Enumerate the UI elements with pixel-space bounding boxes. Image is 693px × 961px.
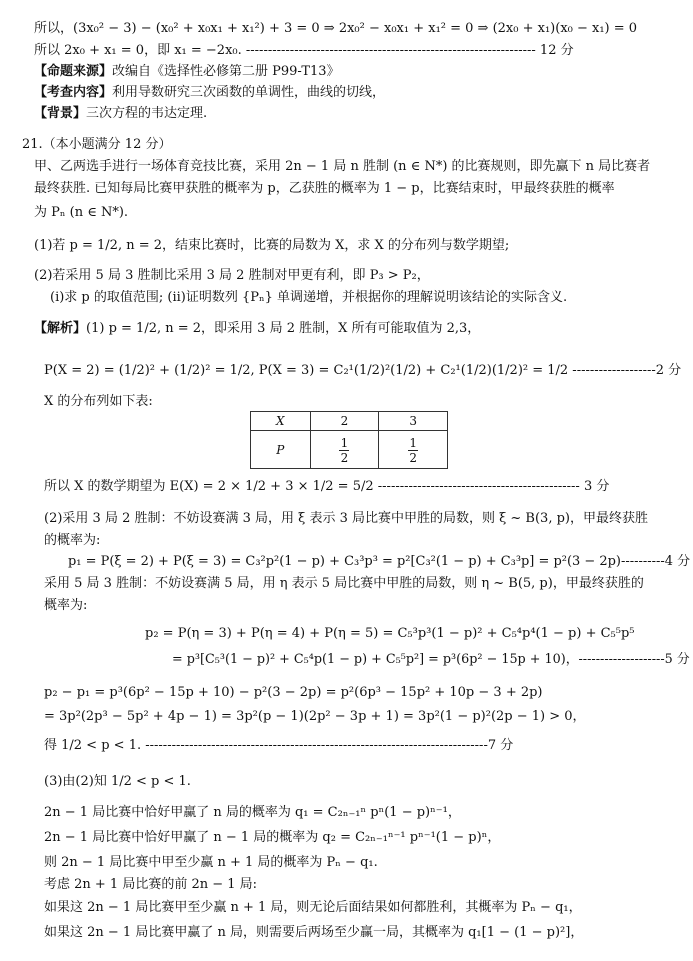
solution-line: = 3p²(2p³ − 5p² + 4p − 1) = 3p²(p − 1)(2p² − 3p + 1) = 3p²(1 − p)²(2p − 1) > 0，	[44, 709, 586, 724]
solution-line: 如果这 2n − 1 局比赛甲至少赢 n + 1 局，则无论后面结果如何都胜利，其概率为 Pₙ − q₁，	[44, 900, 582, 915]
solution-line: 的概率为:	[44, 533, 101, 548]
solution-line: = p³[C₅³(1 − p)² + C₅⁴p(1 − p) + C₅⁵p²] = p³(6p² − 15p + 10)，--------------------5 分	[172, 652, 690, 667]
solution-line: 2n − 1 局比赛中恰好甲赢了 n 局的概率为 q₁ = C₂ₙ₋₁ⁿ pⁿ(1 − p)ⁿ⁻¹，	[44, 805, 461, 820]
question-line: 为 Pₙ (n ∈ N*).	[34, 205, 129, 220]
fraction	[408, 437, 418, 464]
distribution-table	[250, 411, 448, 469]
solution-line: (3)由(2)知 1/2 < p < 1.	[44, 774, 191, 789]
solution-line: 2n − 1 局比赛中恰好甲赢了 n − 1 局的概率为 q₂ = C₂ₙ₋₁ⁿ⁻¹ pⁿ⁻¹(1 − p)ⁿ，	[44, 830, 501, 845]
question-line: (2)若采用 5 局 3 胜制比采用 3 局 2 胜制对甲更有利，即 P₃ > P₂，	[34, 268, 430, 283]
solution-line: 所以 2x₀ + x₁ = 0，即 x₁ = −2x₀. ------------------------------------------------------------------ 12 分	[34, 43, 574, 58]
note-line	[34, 63, 340, 81]
fraction-numerator: 1	[409, 435, 417, 450]
analysis-tag: 【解析】	[34, 321, 87, 336]
question-line: 甲、乙两选手进行一场体育竞技比赛，采用 2n − 1 局 n 胜制 (n ∈ N*) 的比赛规则，即先赢下 n 局比赛者	[34, 159, 651, 174]
note-tag: 【命题来源】	[34, 64, 113, 79]
solution-line: 采用 5 局 3 胜制：不妨设赛满 5 局，用 η 表示 5 局比赛中甲胜的局数，则 η ~ B(5, p)，甲最终获胜的	[44, 576, 644, 591]
table-header-value: 3	[379, 412, 448, 431]
question-line: (1)若 p = 1/2, n = 2，结束比赛时，比赛的局数为 X，求 X 的分布列与数学期望;	[34, 238, 510, 253]
fraction-numerator: 1	[340, 435, 349, 450]
solution-line: 所以，(3x₀² − 3) − (x₀² + x₀x₁ + x₁²) + 3 = 0 ⇒ 2x₀² − x₀x₁ + x₁² = 0 ⇒ (2x₀ + x₁)(x₀ − x₁) = 0	[34, 21, 638, 36]
solution-line: p₂ − p₁ = p³(6p² − 15p + 10) − p²(3 − 2p) = p²(6p³ − 15p² + 10p − 3 + 2p)	[44, 685, 543, 700]
solution-line: (2)采用 3 局 2 胜制：不妨设赛满 3 局，用 ξ 表示 3 局比赛中甲胜的局数，则 ξ ~ B(3, p)，甲最终获胜	[44, 511, 648, 526]
fraction-denominator: 2	[340, 450, 349, 465]
solution-line: 得 1/2 < p < 1. ------------------------------------------------------------------------------7 分	[44, 738, 514, 753]
note-text: 利用导数研究三次函数的单调性，曲线的切线，	[112, 85, 386, 100]
question-line: 最终获胜. 已知每局比赛甲获胜的概率为 p，乙获胜的概率为 1 − p，比赛结束时，甲最终获胜的概率	[34, 181, 615, 196]
note-text: 三次方程的韦达定理.	[86, 106, 208, 121]
note-tag: 【考查内容】	[34, 85, 113, 100]
fraction	[339, 437, 349, 464]
solution-line: 概率为:	[44, 598, 88, 613]
table-cell-probability	[379, 431, 448, 469]
solution-line: P(X = 2) = (1/2)² + (1/2)² = 1/2, P(X = 3) = C₂¹(1/2)²(1/2) + C₂¹(1/2)(1/2)² = 1/2 -------------------2 分	[44, 363, 682, 378]
solution-line: p₁ = P(ξ = 2) + P(ξ = 3) = C₃²p²(1 − p) + C₃³p³ = p²[C₃²(1 − p) + C₃³p] = p²(3 − 2p)----------4 分	[68, 554, 691, 569]
solution-line: p₂ = P(η = 3) + P(η = 4) + P(η = 5) = C₅³p³(1 − p)² + C₅⁴p⁴(1 − p) + C₅⁵p⁵	[145, 626, 635, 641]
question-line: (i)求 p 的取值范围; (ii)证明数列 {Pₙ} 单调递增，并根据你的理解说明该结论的实际含义.	[50, 290, 568, 305]
solution-line: 则 2n − 1 局比赛中甲至少赢 n + 1 局的概率为 Pₙ − q₁.	[44, 855, 378, 870]
solution-line: 考虑 2n + 1 局比赛的前 2n − 1 局:	[44, 877, 258, 892]
solution-line: 如果这 2n − 1 局比赛甲赢了 n 局，则需要后两场至少赢一局，其概率为 q₁[1 − (1 − p)²]，	[44, 925, 584, 940]
analysis-line	[34, 320, 480, 338]
note-text: 改编自《选择性必修第二册 P99-T13》	[112, 64, 340, 79]
solution-line: 所以 X 的数学期望为 E(X) = 2 × 1/2 + 3 × 1/2 = 5/2 ---------------------------------------------- 3 分	[44, 479, 610, 494]
analysis-text: (1) p = 1/2, n = 2，即采用 3 局 2 胜制，X 所有可能取值为 2,3，	[86, 321, 481, 336]
solution-line: X 的分布列如下表:	[44, 394, 153, 409]
table-row-label: P	[251, 431, 311, 469]
note-line	[34, 84, 385, 102]
table-cell-probability	[310, 431, 379, 469]
note-tag: 【背景】	[34, 106, 87, 121]
table-header-value: 2	[310, 412, 379, 431]
fraction-denominator: 2	[409, 450, 417, 465]
note-line	[34, 105, 207, 123]
table-header-x: X	[251, 412, 311, 431]
question-heading: 21.（本小题满分 12 分）	[22, 137, 172, 152]
